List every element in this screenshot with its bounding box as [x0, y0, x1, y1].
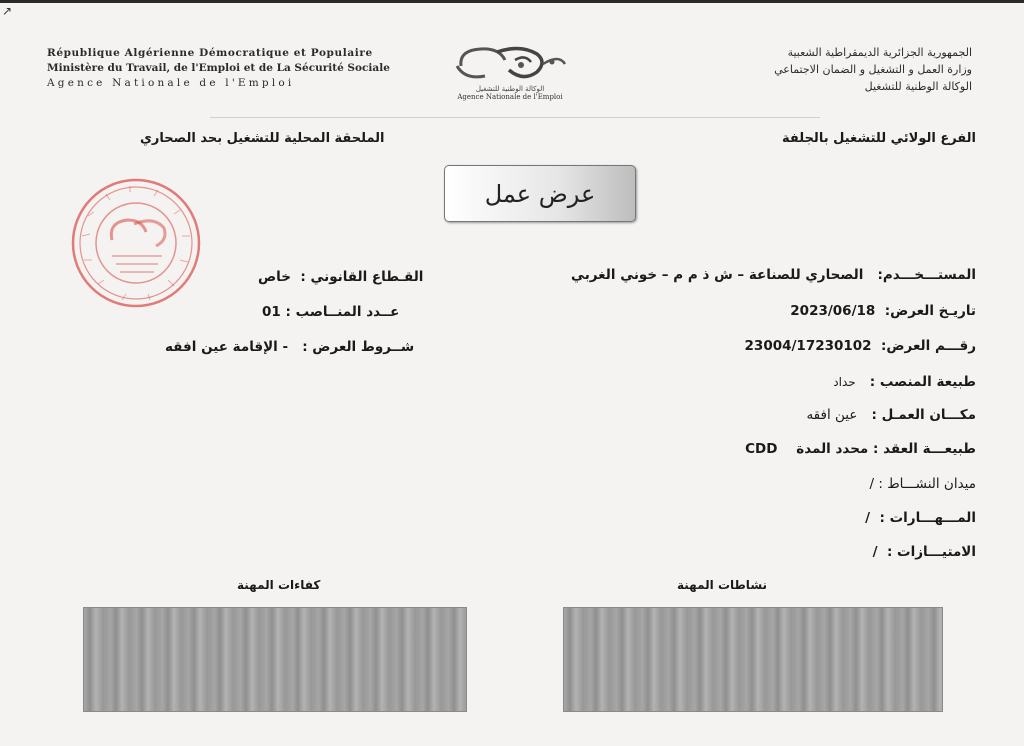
offer-conditions-field: [165, 339, 414, 355]
anem-logo: [445, 40, 575, 101]
logo-caption-ar: الوكالة الوطنية للتشغيل: [475, 85, 545, 93]
header-fr-republic: République Algérienne Démocratique et Populaire: [47, 47, 373, 59]
skills-value: /: [865, 510, 871, 526]
employer-field: [571, 267, 976, 283]
header-arabic: [774, 44, 972, 95]
header-ar-ministry: وزارة العمل و التشغيل و الضمان الاجتماعي: [774, 63, 972, 76]
workplace-label: مكـــان العمـل :: [871, 407, 976, 423]
header-fr-agency: Agence Nationale de l'Emploi: [47, 77, 295, 89]
scan-mark-icon: ↗: [2, 4, 13, 18]
legal-sector-label: القـطاع القانوني :: [300, 269, 424, 285]
activities-box-redacted: [563, 607, 943, 712]
branch-local: الملحقة المحلية للتشغيل بحد الصحاري: [140, 131, 385, 146]
section-label-activities: نشاطات المهنة: [677, 578, 768, 592]
activity-label: ميدان النشـــاط :: [878, 476, 976, 492]
offer-number-label: رقـــم العرض:: [880, 338, 976, 354]
skills-field: [865, 510, 976, 526]
employer-value: الصحاري للصناعة – ش ذ م م – خوني الغربي: [571, 267, 864, 283]
competencies-box-redacted: [83, 607, 467, 712]
legal-sector-field: [258, 269, 423, 285]
benefits-value: /: [872, 544, 878, 560]
contract-label: طبيعـــة العقد : محدد المدة: [796, 441, 976, 457]
offer-date-field: [790, 303, 976, 319]
offer-date-value: 2023/06/18: [790, 303, 876, 319]
employer-label: المستـــخـــدم:: [877, 267, 976, 283]
logo-caption-fr: Agence Nationale de l'Emploi: [457, 93, 563, 101]
benefits-field: [873, 544, 976, 560]
offer-date-label: تاريـخ العرض:: [884, 303, 976, 319]
activity-field: [870, 476, 977, 492]
positions-count-value: 01: [262, 304, 281, 320]
legal-sector-value: خاص: [258, 269, 291, 285]
benefits-label: الامتيـــازات :: [886, 544, 976, 560]
section-label-competencies: كفاءات المهنة: [237, 578, 321, 592]
offer-number-field: [745, 338, 976, 354]
positions-count-label: عــدد المنــاصب :: [285, 304, 400, 320]
anem-logo-icon: [451, 40, 569, 84]
workplace-value: عين افقه: [806, 407, 858, 423]
activity-value: /: [869, 476, 875, 492]
header-ar-agency: الوكالة الوطنية للتشغيل: [864, 80, 972, 93]
skills-label: المـــهـــارات :: [879, 510, 976, 526]
post-nature-field: [833, 374, 976, 390]
contract-field: [745, 441, 976, 457]
document-title: عرض عمل: [444, 165, 636, 222]
official-stamp-icon: [68, 176, 204, 310]
header-french: [47, 46, 390, 91]
positions-count-field: [262, 304, 399, 320]
scan-top-edge: [0, 0, 1024, 3]
branch-provincial: الفرع الولائي للتشغيل بالجلفة: [782, 131, 976, 146]
offer-conditions-value: - الإقامة عين افقه: [165, 339, 289, 355]
post-nature-value: حداد: [833, 375, 856, 389]
contract-value: CDD: [745, 441, 778, 457]
header-divider: [210, 117, 820, 118]
offer-number-value: 23004/17230102: [744, 338, 872, 354]
offer-conditions-label: شــروط العرض :: [302, 339, 415, 355]
header-fr-ministry: Ministère du Travail, de l'Emploi et de La Sécurité Sociale: [47, 62, 390, 74]
workplace-field: [806, 407, 976, 423]
post-nature-label: طبيعة المنصب :: [869, 374, 976, 390]
header-ar-republic: الجمهورية الجزائرية الديمقراطية الشعبية: [787, 46, 972, 59]
